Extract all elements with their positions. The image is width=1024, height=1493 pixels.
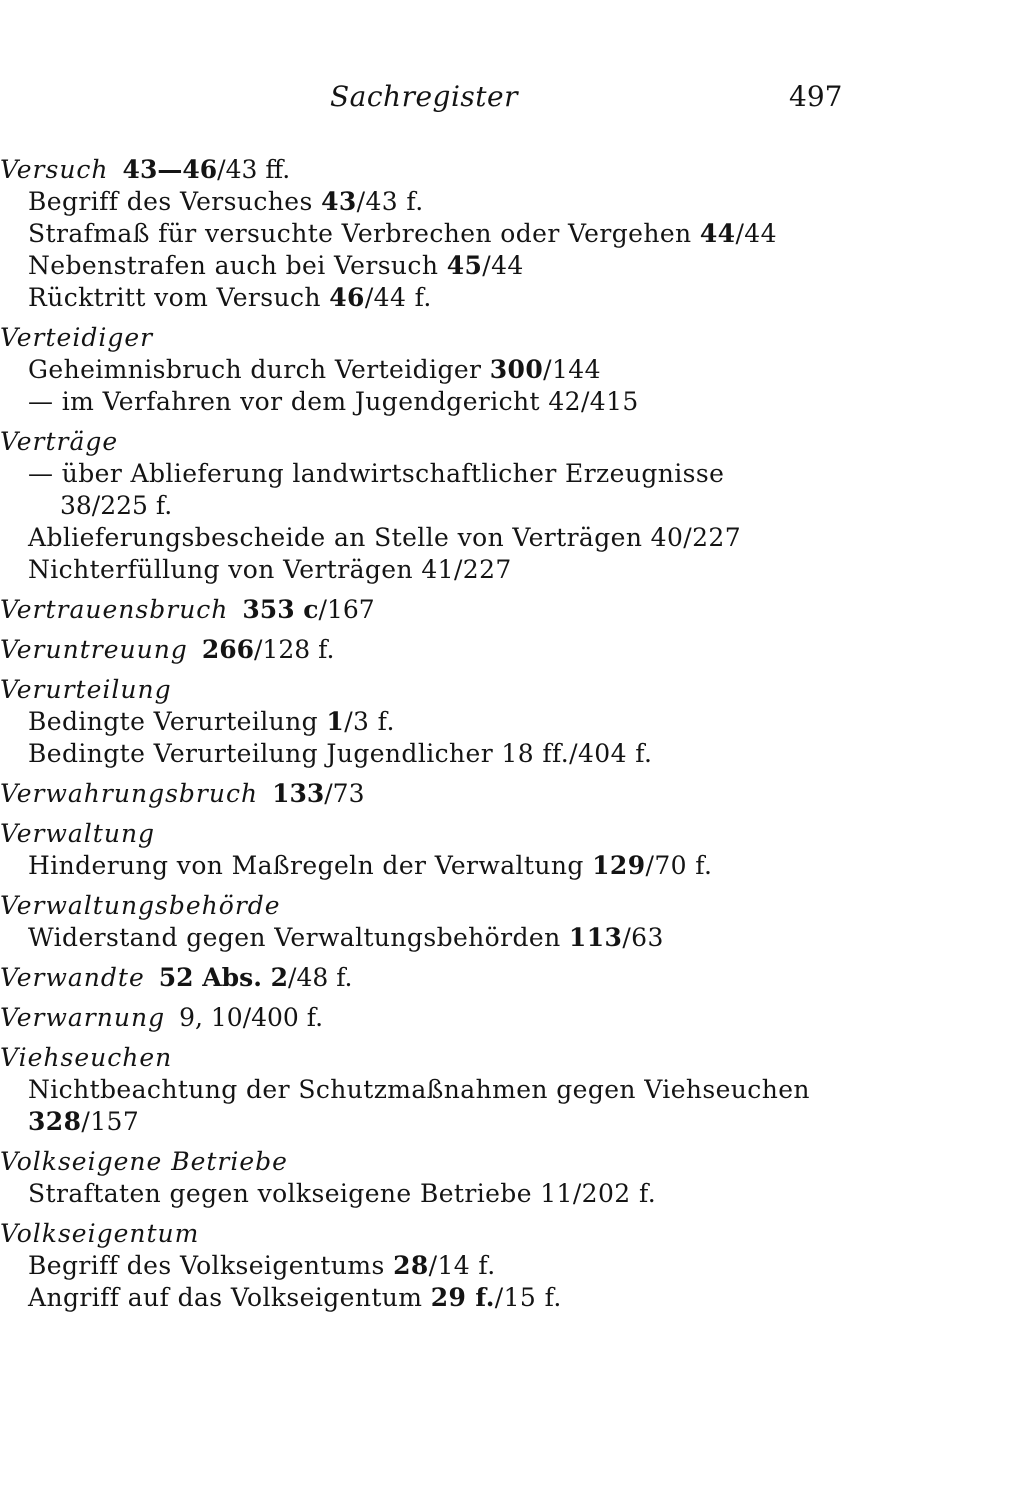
index-subentry: [0, 386, 1020, 418]
reference-rest: /15 f.: [494, 1283, 562, 1312]
index-term: Veruntreuung: [0, 635, 188, 664]
index-term-line: [0, 634, 1020, 666]
index-term: Verwandte: [0, 963, 145, 992]
page-title: Sachregister: [330, 80, 518, 113]
reference-bold: 1: [326, 707, 345, 736]
term-reference: [159, 963, 353, 992]
subentry-text: Nichterfüllung von Verträgen 41/227: [28, 555, 512, 584]
page-number: 497: [789, 80, 843, 113]
index-term: Verwarnung: [0, 1003, 166, 1032]
reference-rest: /43 f.: [356, 187, 424, 216]
term-reference: [242, 595, 374, 624]
reference-rest: /70 f.: [645, 851, 713, 880]
index-term-line: [0, 322, 1020, 354]
reference-rest: /167: [318, 595, 375, 624]
subentry-text: Straftaten gegen volkseigene Betriebe 11/202 f.: [28, 1179, 657, 1208]
reference-bold: 52 Abs. 2: [158, 963, 289, 992]
subentry-text: Begriff des Versuches: [28, 187, 322, 216]
index-term-line: [0, 962, 1020, 994]
reference-rest: /44: [735, 219, 777, 248]
index-subentry: [0, 218, 1020, 250]
subentry-text: — im Verfahren vor dem Jugendgericht 42/415: [28, 387, 639, 416]
index-term: Volkseigene Betriebe: [0, 1147, 288, 1176]
index-subentry: [0, 850, 1020, 882]
index-subentry: [0, 1074, 1020, 1106]
reference-rest: /128 f.: [254, 635, 335, 664]
index-subentry: [0, 554, 1020, 586]
subentry-text: Hinderung von Maßregeln der Verwaltung: [28, 851, 593, 880]
index-term: Verteidiger: [0, 323, 154, 352]
index-term: Verträge: [0, 427, 119, 456]
reference-rest: /44 f.: [364, 283, 432, 312]
index-subentry: [0, 738, 1020, 770]
index-term-line: [0, 1218, 1020, 1250]
index-subentry: [0, 706, 1020, 738]
reference-bold: 328: [28, 1107, 82, 1136]
term-reference: [123, 155, 291, 184]
index-term-line: [0, 1002, 1020, 1034]
index-subentry: [0, 354, 1020, 386]
index-term-line: [0, 674, 1020, 706]
subentry-text: Begriff des Volkseigentums: [28, 1251, 394, 1280]
index-subentry: [0, 522, 1020, 554]
index-term-line: [0, 154, 1020, 186]
subentry-text: Ablieferungsbescheide an Stelle von Verträgen 40/227: [28, 523, 742, 552]
running-head: [0, 80, 1024, 120]
index-term: Versuch: [0, 155, 109, 184]
index-subentry: [0, 1282, 1020, 1314]
reference-bold: 28: [393, 1251, 429, 1280]
reference-rest: /73: [324, 779, 365, 808]
reference-rest: /157: [81, 1107, 140, 1136]
index-term-line: [0, 426, 1020, 458]
reference-rest: /144: [543, 355, 601, 384]
subentry-text: Geheimnisbruch durch Verteidiger: [28, 355, 490, 384]
subentry-text: Bedingte Verurteilung: [28, 707, 327, 736]
index-subentry: [0, 250, 1020, 282]
term-reference: [179, 1003, 323, 1032]
index-subentry-continuation: [0, 1106, 1020, 1138]
term-reference: [272, 779, 364, 808]
index-term: Verwaltungsbehörde: [0, 891, 281, 920]
index-subentry: [0, 1250, 1020, 1282]
subentry-text: — über Ablieferung landwirtschaftlicher Erzeugnisse: [28, 459, 725, 488]
subentry-text: Widerstand gegen Verwaltungsbehörden: [28, 923, 569, 952]
subentry-text: Nichtbeachtung der Schutzmaßnahmen gegen Viehseuchen: [28, 1075, 810, 1104]
reference-bold: 43—46: [122, 155, 218, 184]
reference-bold: 353 c: [242, 595, 319, 624]
index-term-line: [0, 1146, 1020, 1178]
term-reference: [202, 635, 335, 664]
index-subentry: [0, 186, 1020, 218]
index-entries: [0, 154, 1020, 1314]
reference-bold: 266: [201, 635, 254, 664]
subentry-text: 38/225 f.: [60, 491, 173, 520]
reference-bold: 133: [272, 779, 325, 808]
reference-rest: /63: [622, 923, 664, 952]
subentry-text: Nebenstrafen auch bei Versuch: [28, 251, 447, 280]
reference-rest: 9, 10/400 f.: [179, 1003, 324, 1032]
index-subentry: [0, 458, 1020, 490]
index-subentry: [0, 1178, 1020, 1210]
reference-bold: 129: [592, 851, 646, 880]
reference-bold: 44: [699, 219, 736, 248]
reference-bold: 113: [568, 923, 623, 952]
reference-bold: 45: [446, 251, 483, 280]
reference-rest: /43 ff.: [217, 155, 291, 184]
index-term-line: [0, 778, 1020, 810]
reference-rest: /3 f.: [344, 707, 395, 736]
index-subentry: [0, 922, 1020, 954]
reference-rest: /44: [482, 251, 524, 280]
reference-bold: 46: [329, 283, 365, 312]
index-term-line: [0, 818, 1020, 850]
subentry-text: Rücktritt vom Versuch: [28, 283, 330, 312]
index-term: Viehseuchen: [0, 1043, 173, 1072]
index-term: Verwahrungsbruch: [0, 779, 259, 808]
index-term: Verurteilung: [0, 675, 172, 704]
subentry-text: Bedingte Verurteilung Jugendlicher 18 ff./404 f.: [28, 739, 653, 768]
index-term: Vertrauensbruch: [0, 595, 229, 624]
index-term: Volkseigentum: [0, 1219, 200, 1248]
reference-bold: 29 f.: [430, 1283, 495, 1312]
reference-rest: /48 f.: [288, 963, 353, 992]
index-term-line: [0, 890, 1020, 922]
index-subentry: [0, 282, 1020, 314]
reference-bold: 300: [489, 355, 544, 384]
index-subentry-continuation: [0, 490, 1020, 522]
reference-rest: /14 f.: [428, 1251, 496, 1280]
index-term-line: [0, 594, 1020, 626]
reference-bold: 43: [321, 187, 357, 216]
index-term-line: [0, 1042, 1020, 1074]
index-term: Verwaltung: [0, 819, 156, 848]
subentry-text: Angriff auf das Volkseigentum: [28, 1283, 431, 1312]
subentry-text: Strafmaß für versuchte Verbrechen oder Vergehen: [28, 219, 700, 248]
